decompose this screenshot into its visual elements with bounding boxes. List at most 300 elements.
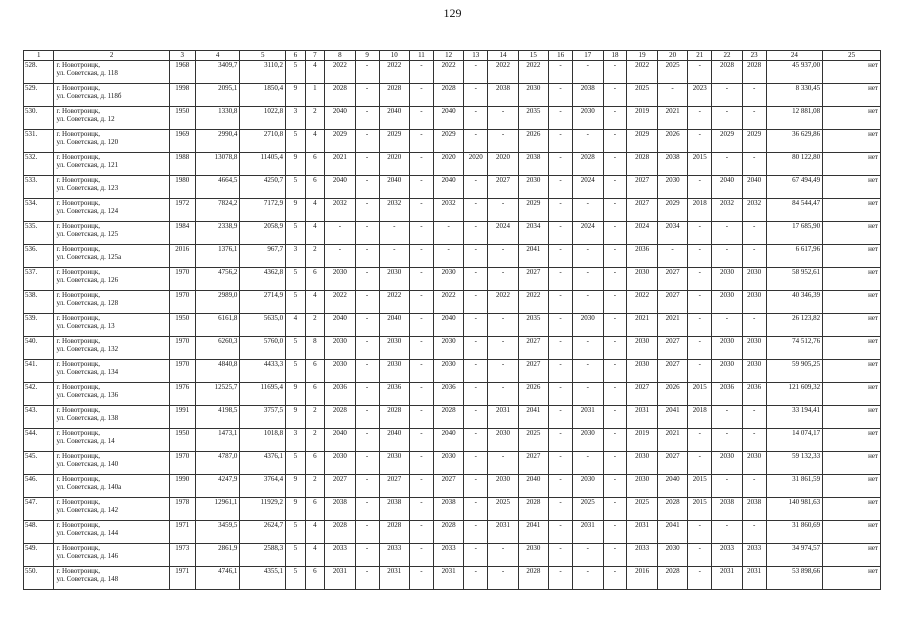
table-cell: 2040 — [657, 475, 687, 498]
column-number: 19 — [627, 51, 657, 61]
area-cell: 4355,1 — [240, 567, 286, 590]
table-cell: - — [573, 544, 603, 567]
table-cell: 2020 — [464, 153, 488, 176]
table-row — [24, 222, 881, 245]
table-cell: - — [603, 429, 627, 452]
table-cell: - — [712, 406, 742, 429]
table-cell: - — [712, 222, 742, 245]
table-cell: - — [464, 475, 488, 498]
table-cell: - — [603, 291, 627, 314]
table-cell: - — [712, 107, 742, 130]
column-number: 15 — [518, 51, 548, 61]
table-cell: - — [409, 176, 433, 199]
table-cell: - — [549, 61, 573, 84]
table-cell: 4 — [305, 130, 325, 153]
table-cell: - — [603, 360, 627, 383]
area-cell: 967,7 — [240, 245, 286, 268]
area-cell: 4247,9 — [195, 475, 240, 498]
table-cell: - — [379, 245, 409, 268]
table-cell: - — [549, 383, 573, 406]
row-number-cell: 543. — [24, 406, 54, 429]
cost-cell: 36 629,86 — [766, 130, 823, 153]
table-cell: 2027 — [488, 176, 518, 199]
area-cell: 1376,1 — [195, 245, 240, 268]
cost-cell: 12 881,08 — [766, 107, 823, 130]
column-number: 9 — [355, 51, 379, 61]
table-cell: 2024 — [488, 222, 518, 245]
table-cell: - — [409, 567, 433, 590]
table-cell: 2040 — [433, 176, 463, 199]
area-cell: 1473,1 — [195, 429, 240, 452]
column-number: 23 — [742, 51, 766, 61]
table-cell: 2031 — [573, 406, 603, 429]
table-cell: 2028 — [657, 498, 687, 521]
cost-cell: 26 123,82 — [766, 314, 823, 337]
table-cell: - — [712, 84, 742, 107]
table-row — [24, 475, 881, 498]
table-cell: 9 — [286, 153, 306, 176]
address-cell: г. Новотроицк, ул. Советская, д. 138 — [54, 406, 169, 429]
table-cell: 2021 — [657, 314, 687, 337]
table-cell: 2028 — [627, 153, 657, 176]
area-cell: 5635,0 — [240, 314, 286, 337]
table-cell: 2024 — [627, 222, 657, 245]
column-number: 12 — [433, 51, 463, 61]
table-cell: 2031 — [488, 406, 518, 429]
table-cell: 2022 — [325, 291, 355, 314]
table-cell: 2028 — [518, 498, 548, 521]
area-cell: 4433,3 — [240, 360, 286, 383]
table-cell: - — [603, 544, 627, 567]
address-cell: г. Новотроицк, ул. Советская, д. 136 — [54, 383, 169, 406]
table-cell: 2040 — [379, 314, 409, 337]
table-cell: - — [355, 383, 379, 406]
table-cell: 2030 — [433, 360, 463, 383]
table-cell: - — [573, 567, 603, 590]
table-cell: 2021 — [627, 314, 657, 337]
table-cell: 2030 — [573, 475, 603, 498]
table-cell: - — [409, 314, 433, 337]
table-cell: 2040 — [379, 107, 409, 130]
table-cell: 2026 — [518, 130, 548, 153]
table-cell: 3 — [286, 245, 306, 268]
area-cell: 3757,5 — [240, 406, 286, 429]
cost-cell: 140 981,63 — [766, 498, 823, 521]
table-cell: - — [464, 544, 488, 567]
table-cell: 2031 — [573, 521, 603, 544]
table-row — [24, 521, 881, 544]
table-cell: - — [464, 521, 488, 544]
table-cell: 2022 — [379, 291, 409, 314]
table-cell: - — [688, 452, 712, 475]
address-cell: г. Новотроицк, ул. Советская, д. 14 — [54, 429, 169, 452]
row-number-cell: 544. — [24, 429, 54, 452]
address-cell: г. Новотроицк, ул. Советская, д. 123 — [54, 176, 169, 199]
table-cell: 6 — [305, 383, 325, 406]
table-cell: 2030 — [742, 291, 766, 314]
table-cell: 2020 — [488, 153, 518, 176]
table-cell: - — [712, 429, 742, 452]
table-cell: - — [355, 360, 379, 383]
table-cell: 2016 — [627, 567, 657, 590]
table-cell: 2030 — [742, 452, 766, 475]
table-cell: 2030 — [379, 268, 409, 291]
table-cell: 1990 — [169, 475, 195, 498]
table-row — [24, 268, 881, 291]
table-cell: - — [712, 475, 742, 498]
table-cell: - — [355, 567, 379, 590]
table-cell: 5 — [286, 452, 306, 475]
row-number-cell: 534. — [24, 199, 54, 222]
table-cell: - — [409, 107, 433, 130]
table-cell: - — [549, 521, 573, 544]
table-cell: 2030 — [518, 84, 548, 107]
area-cell: 6260,3 — [195, 337, 240, 360]
area-cell: 3764,4 — [240, 475, 286, 498]
address-cell: г. Новотроицк, ул. Советская, д. 140а — [54, 475, 169, 498]
table-row — [24, 383, 881, 406]
table-cell: 2 — [305, 245, 325, 268]
table-cell: - — [549, 475, 573, 498]
table-cell: - — [464, 84, 488, 107]
table-cell: - — [549, 360, 573, 383]
table-row — [24, 61, 881, 84]
table-cell: 2030 — [433, 337, 463, 360]
cost-cell: 14 074,17 — [766, 429, 823, 452]
table-cell: - — [603, 176, 627, 199]
table-cell: - — [379, 222, 409, 245]
table-cell: - — [549, 498, 573, 521]
status-cell: нет — [823, 107, 881, 130]
table-cell: 2038 — [657, 153, 687, 176]
table-cell: - — [464, 245, 488, 268]
table-cell: 4 — [305, 199, 325, 222]
table-cell: 2028 — [433, 406, 463, 429]
area-cell: 13078,8 — [195, 153, 240, 176]
area-cell: 7824,2 — [195, 199, 240, 222]
table-cell: 2038 — [433, 498, 463, 521]
cost-cell: 59 132,33 — [766, 452, 823, 475]
status-cell: нет — [823, 360, 881, 383]
table-cell: - — [355, 107, 379, 130]
table-cell: - — [464, 429, 488, 452]
table-cell: - — [742, 84, 766, 107]
table-cell: - — [603, 406, 627, 429]
table-cell: 2032 — [742, 199, 766, 222]
column-number: 7 — [305, 51, 325, 61]
area-cell: 4756,2 — [195, 268, 240, 291]
table-cell: - — [742, 429, 766, 452]
table-cell: 2040 — [712, 176, 742, 199]
table-cell: 6 — [305, 268, 325, 291]
table-cell: 2025 — [657, 61, 687, 84]
area-cell: 2714,9 — [240, 291, 286, 314]
table-cell: 2030 — [742, 337, 766, 360]
table-cell: 2033 — [379, 544, 409, 567]
table-cell: - — [573, 61, 603, 84]
table-row — [24, 452, 881, 475]
table-cell: - — [549, 268, 573, 291]
table-cell: 2030 — [627, 452, 657, 475]
table-cell: - — [549, 222, 573, 245]
table-cell: - — [549, 452, 573, 475]
table-cell: - — [688, 314, 712, 337]
table-cell: 2022 — [627, 291, 657, 314]
table-cell: 2022 — [627, 61, 657, 84]
table-cell: - — [688, 567, 712, 590]
table-cell: 2036 — [433, 383, 463, 406]
area-cell: 7172,9 — [240, 199, 286, 222]
table-row — [24, 429, 881, 452]
table-cell: 2016 — [169, 245, 195, 268]
table-cell: 2028 — [712, 61, 742, 84]
table-cell: 2022 — [488, 61, 518, 84]
table-cell: 1980 — [169, 176, 195, 199]
table-cell: 2041 — [518, 406, 548, 429]
area-cell: 2861,9 — [195, 544, 240, 567]
table-cell: 2033 — [742, 544, 766, 567]
table-cell: - — [603, 199, 627, 222]
table-cell: 2 — [305, 314, 325, 337]
table-cell: 2015 — [688, 153, 712, 176]
table-cell: - — [409, 245, 433, 268]
table-cell: 2038 — [573, 84, 603, 107]
table-cell: 2029 — [325, 130, 355, 153]
table-cell: - — [464, 314, 488, 337]
table-cell: 1970 — [169, 337, 195, 360]
row-number-cell: 541. — [24, 360, 54, 383]
table-row — [24, 130, 881, 153]
table-cell: - — [573, 130, 603, 153]
table-cell: - — [742, 153, 766, 176]
table-cell: 2027 — [518, 268, 548, 291]
column-number: 4 — [195, 51, 240, 61]
table-cell: 2028 — [657, 567, 687, 590]
table-cell: 2027 — [657, 291, 687, 314]
row-number-cell: 550. — [24, 567, 54, 590]
table-cell: 9 — [286, 383, 306, 406]
table-cell: 2027 — [379, 475, 409, 498]
table-cell: 2022 — [433, 291, 463, 314]
table-cell: - — [355, 337, 379, 360]
table-cell: 4 — [305, 521, 325, 544]
column-number: 14 — [488, 51, 518, 61]
row-number-cell: 535. — [24, 222, 54, 245]
table-cell: 2027 — [433, 475, 463, 498]
table-cell: 2038 — [712, 498, 742, 521]
table-cell: 2020 — [433, 153, 463, 176]
table-cell: - — [742, 245, 766, 268]
table-cell: - — [488, 452, 518, 475]
table-cell: 2028 — [518, 567, 548, 590]
table-cell: 2040 — [379, 176, 409, 199]
address-cell: г. Новотроицк, ул. Советская, д. 142 — [54, 498, 169, 521]
table-cell: 6 — [305, 360, 325, 383]
area-cell: 2338,9 — [195, 222, 240, 245]
table-cell: 2025 — [573, 498, 603, 521]
table-cell: 2029 — [379, 130, 409, 153]
address-cell: г. Новотроицк, ул. Советская, д. 118 — [54, 61, 169, 84]
table-cell: 2041 — [518, 245, 548, 268]
table-cell: 5 — [286, 521, 306, 544]
cost-cell: 74 512,76 — [766, 337, 823, 360]
table-cell: - — [742, 406, 766, 429]
table-cell: - — [549, 84, 573, 107]
table-cell: 1970 — [169, 268, 195, 291]
table-cell: - — [409, 544, 433, 567]
table-cell: 2029 — [742, 130, 766, 153]
table-cell: 5 — [286, 291, 306, 314]
table-cell: - — [488, 544, 518, 567]
table-cell: 2030 — [573, 107, 603, 130]
table-cell: 2028 — [573, 153, 603, 176]
table-cell: 2028 — [742, 61, 766, 84]
address-cell: г. Новотроицк, ул. Советская, д. 13 — [54, 314, 169, 337]
column-number: 25 — [823, 51, 881, 61]
table-cell: - — [464, 567, 488, 590]
table-cell: - — [409, 199, 433, 222]
row-number-cell: 538. — [24, 291, 54, 314]
table-cell: 5 — [286, 360, 306, 383]
table-cell: 2022 — [379, 61, 409, 84]
address-cell: г. Новотроицк, ул. Советская, д. 128 — [54, 291, 169, 314]
table-cell: 2030 — [325, 452, 355, 475]
table-cell: 2030 — [379, 360, 409, 383]
table-cell: - — [488, 337, 518, 360]
table-cell: - — [409, 222, 433, 245]
table-cell: 2030 — [712, 337, 742, 360]
table-cell: 2028 — [325, 521, 355, 544]
cost-cell: 33 194,41 — [766, 406, 823, 429]
table-cell: - — [573, 452, 603, 475]
table-cell: 2030 — [712, 360, 742, 383]
table-cell: 2031 — [379, 567, 409, 590]
table-cell: - — [355, 153, 379, 176]
table-cell: 9 — [286, 199, 306, 222]
table-cell: - — [573, 383, 603, 406]
table-cell: - — [688, 222, 712, 245]
table-cell: 2030 — [433, 452, 463, 475]
table-cell: 2029 — [712, 130, 742, 153]
table-cell: 2026 — [657, 130, 687, 153]
area-cell: 1022,8 — [240, 107, 286, 130]
table-cell: - — [549, 314, 573, 337]
table-cell: 2038 — [742, 498, 766, 521]
status-cell: нет — [823, 406, 881, 429]
status-cell: нет — [823, 429, 881, 452]
status-cell: нет — [823, 222, 881, 245]
row-number-cell: 528. — [24, 61, 54, 84]
table-cell: 2030 — [379, 452, 409, 475]
table-cell: - — [488, 199, 518, 222]
table-cell: 1950 — [169, 429, 195, 452]
table-cell: - — [549, 176, 573, 199]
table-cell: 2036 — [379, 383, 409, 406]
area-cell: 12525,7 — [195, 383, 240, 406]
table-cell: - — [712, 245, 742, 268]
table-cell: 2027 — [657, 452, 687, 475]
table-row — [24, 291, 881, 314]
table-cell: 4 — [305, 544, 325, 567]
row-number-cell: 545. — [24, 452, 54, 475]
table-cell: - — [688, 544, 712, 567]
table-cell: - — [742, 475, 766, 498]
status-cell: нет — [823, 245, 881, 268]
table-cell: 6 — [305, 452, 325, 475]
table-cell: - — [464, 383, 488, 406]
table-cell: - — [712, 314, 742, 337]
cost-cell: 8 330,45 — [766, 84, 823, 107]
status-cell: нет — [823, 383, 881, 406]
row-number-cell: 546. — [24, 475, 54, 498]
table-cell: 2028 — [433, 84, 463, 107]
table-cell: - — [409, 130, 433, 153]
table-cell: 2024 — [573, 176, 603, 199]
table-cell: 2 — [305, 475, 325, 498]
table-cell: 2040 — [325, 429, 355, 452]
table-cell: - — [549, 245, 573, 268]
table-cell: 2019 — [627, 107, 657, 130]
table-cell: - — [409, 383, 433, 406]
table-row — [24, 199, 881, 222]
table-cell: - — [488, 314, 518, 337]
address-cell: г. Новотроицк, ул. Советская, д. 132 — [54, 337, 169, 360]
column-number: 13 — [464, 51, 488, 61]
column-number: 2 — [54, 51, 169, 61]
table-cell: 2041 — [657, 521, 687, 544]
page-number: 129 — [443, 6, 462, 20]
table-cell: 2 — [305, 107, 325, 130]
table-row — [24, 153, 881, 176]
row-number-cell: 549. — [24, 544, 54, 567]
table-cell: 2028 — [325, 406, 355, 429]
address-cell: г. Новотроицк, ул. Советская, д. 118б — [54, 84, 169, 107]
address-cell: г. Новотроицк, ул. Советская, д. 146 — [54, 544, 169, 567]
row-number-cell: 537. — [24, 268, 54, 291]
table-row — [24, 498, 881, 521]
cost-cell: 58 952,61 — [766, 268, 823, 291]
table-cell: 1988 — [169, 153, 195, 176]
table-cell: 2 — [305, 429, 325, 452]
area-cell: 2058,9 — [240, 222, 286, 245]
table-cell: - — [409, 61, 433, 84]
area-cell: 4664,5 — [195, 176, 240, 199]
table-cell: 2030 — [742, 360, 766, 383]
table-cell: 2022 — [488, 291, 518, 314]
row-number-cell: 533. — [24, 176, 54, 199]
column-number: 6 — [286, 51, 306, 61]
table-cell: 2030 — [627, 360, 657, 383]
table-cell: 2030 — [657, 544, 687, 567]
column-number-row — [24, 51, 881, 61]
table-cell: 1969 — [169, 130, 195, 153]
table-cell: - — [603, 222, 627, 245]
table-cell: 2015 — [688, 498, 712, 521]
column-number: 20 — [657, 51, 687, 61]
table-cell: 2032 — [379, 199, 409, 222]
table-cell: 9 — [286, 475, 306, 498]
table-cell: - — [549, 544, 573, 567]
table-cell: 2025 — [627, 498, 657, 521]
table-cell: - — [549, 130, 573, 153]
table-cell: - — [573, 268, 603, 291]
table-cell: 2029 — [627, 130, 657, 153]
table-cell: - — [355, 130, 379, 153]
table-cell: - — [464, 406, 488, 429]
table-cell: 2028 — [379, 521, 409, 544]
table-cell: - — [355, 245, 379, 268]
table-cell: - — [355, 268, 379, 291]
